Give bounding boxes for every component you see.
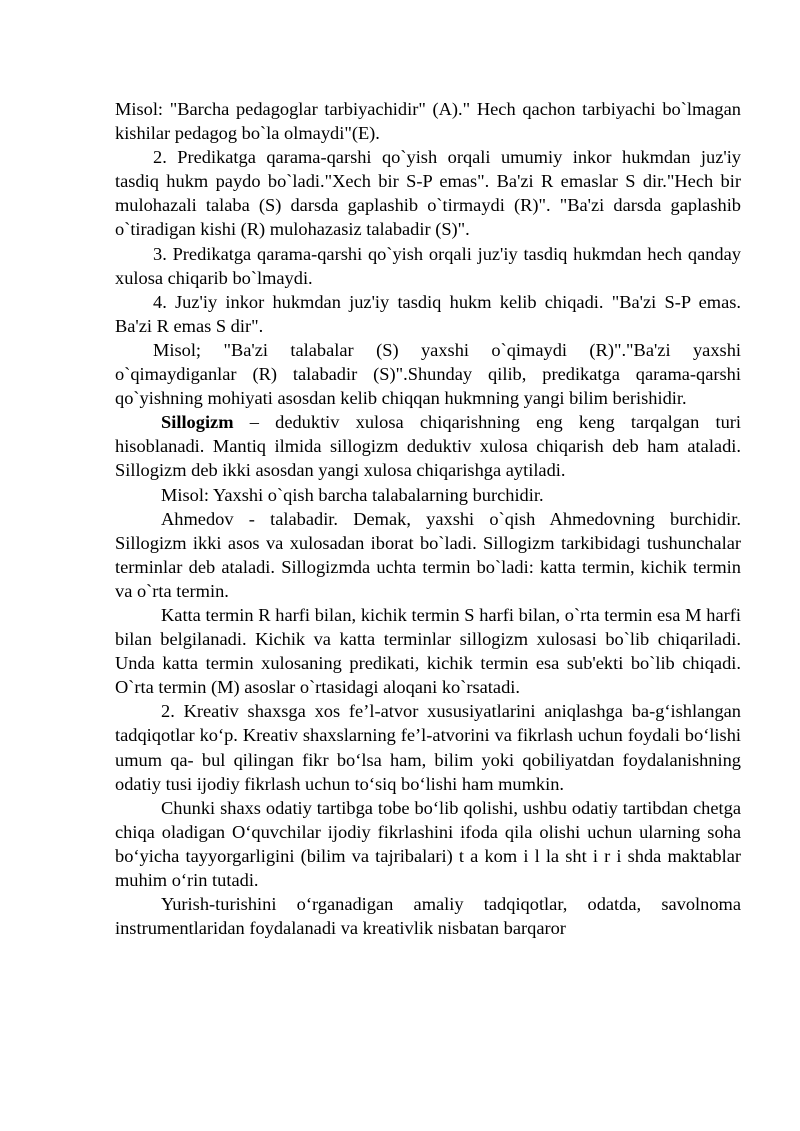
paragraph: Katta termin R harfi bilan, kichik termin S harfi bilan, o`rta termin esa M harfi bilan belgilanadi. Kichik va katta terminlar sillogizm xulosasi bo`lib chiqariladi. Unda katta termin xulosaning predikati, kichik termin esa sub'ekti bo`lib chiqadi. O`rta termin (M) asoslar o`rtasidagi aloqani ko`rsatadi. bbox=[115, 604, 741, 698]
paragraph bbox=[115, 410, 741, 482]
paragraph: Ahmedov - talabadir. Demak, yaxshi o`qish Ahmedovning burchidir. Sillogizm ikki asos va xulosadan iborat bo`ladi. Sillogizm tarkibidagi tushunchalar terminlar deb ataladi. Sillogizmda uchta termin bo`ladi: katta termin, kichik termin va o`rta termin. bbox=[115, 508, 741, 601]
paragraph: 2. Kreativ shaxsga xos fe’l-atvor xususiyatlarini aniqlashga ba-g‘ishlangan tadqiqotlar ko‘p. Kreativ shaxslarning fe’l-atvorini va fikrlash uchun foydali bo‘lishi umum qa- bul qilingan fikr bo‘lsa ham, bilim yoki qobiliyatdan foydalanishning odatiy tusi ijodiy fikrlash uchun to‘siq bo‘lishi ham mumkin. bbox=[115, 701, 741, 794]
paragraph: 2. Predikatga qarama-qarshi qo`yish orqali umumiy inkor hukmdan juz'iy tasdiq hukm paydo bo`ladi."Xech bir S-P emas". Ba'zi R emaslar S dir."Hech bir mulohazali talaba (S) darsda gaplashib o`tirmaydi (R)". "Ba'zi darsda gaplashib o`tiradigan kishi (R) mulohazasiz talabadir (S)". bbox=[115, 147, 741, 240]
paragraph: Misol: "Barcha pedagoglar tarbiyachidir" (A)." Hech qachon tarbiyachi bo`lmagan kishilar pedagog bo`la olmaydi"(E). bbox=[115, 99, 741, 144]
paragraph: 4. Juz'iy inkor hukmdan juz'iy tasdiq hukm kelib chiqadi. "Ba'zi S-P emas. Ba'zi R emas S dir". bbox=[115, 291, 741, 336]
paragraph: Misol; "Ba'zi talabalar (S) yaxshi o`qimaydi (R)"."Ba'zi yaxshi o`qimaydiganlar (R) talabadir (S)".Shunday qilib, predikatga qarama-qarshi qo`yishning mohiyati asosdan kelib chiqqan hukmning yangi bilim berishidir. bbox=[115, 339, 741, 409]
document-page bbox=[115, 97, 741, 940]
paragraph: Chunki shaxs odatiy tartibga tobe bo‘lib qolishi, ushbu odatiy tartibdan chetga chiqa oladigan O‘quvchilar ijodiy fikrlashini ifoda qila olishi uchun ularning soha bo‘yicha tayyorgarligini (bilim va tajribalari) t a kom i l la sht i r i shda maktablar muhim o‘rin tutadi. bbox=[115, 797, 741, 890]
term-sillogizm: Sillogizm bbox=[161, 412, 234, 433]
paragraph-text: – deduktiv xulosa chiqarishning eng keng tarqalgan turi hisoblanadi. Mantiq ilmida sillogizm deduktiv xulosa chiqarish deb ham ataladi. Sillogizm deb ikki asosdan yangi xulosa chiqarishga aytiladi. bbox=[115, 412, 741, 481]
paragraph: 3. Predikatga qarama-qarshi qo`yish orqali juz'iy tasdiq hukmdan hech qanday xulosa chiqarib bo`lmaydi. bbox=[115, 243, 741, 288]
paragraph: Misol: Yaxshi o`qish barcha talabalarning burchidir. bbox=[161, 484, 544, 505]
paragraph: Yurish-turishini o‘rganadigan amaliy tadqiqotlar, odatda, savolnoma instrumentlaridan foydalanadi va kreativlik nisbatan barqaror bbox=[115, 894, 741, 939]
